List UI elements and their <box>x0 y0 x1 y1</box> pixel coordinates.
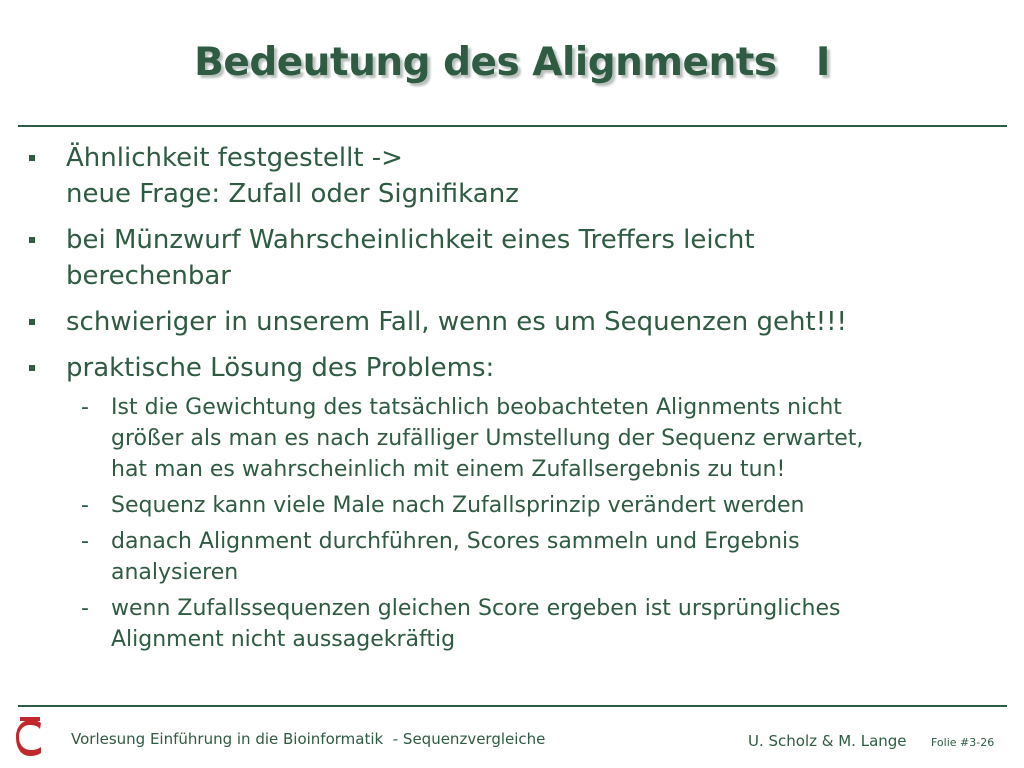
sub-bullet-text: Ist die Gewichtung des tatsächlich beobachteten Alignments nicht <box>111 395 842 420</box>
bullet-text: neue Frage: Zufall oder Signifikanz <box>66 179 519 209</box>
sub-bullet-text: größer als man es nach zufälliger Umstellung der Sequenz erwartet, <box>111 426 864 451</box>
bullet-item <box>0 140 966 212</box>
dash-marker: - <box>81 493 89 518</box>
university-logo-icon <box>16 715 44 757</box>
bullet-marker-icon <box>29 155 35 161</box>
bullet-text: praktische Lösung des Problems: <box>66 353 495 383</box>
sub-bullet-text: wenn Zufallssequenzen gleichen Score ergeben ist ursprüngliches <box>111 596 841 621</box>
bullet-text: bei Münzwurf Wahrscheinlichkeit eines Treffers leicht <box>66 225 755 255</box>
footer-slide-number: Folie #3-26 <box>931 736 995 749</box>
dash-marker: - <box>81 596 89 621</box>
bullet-marker-icon <box>29 237 35 243</box>
bullet-text: schwieriger in unserem Fall, wenn es um Sequenzen geht!!! <box>66 307 847 337</box>
sub-bullet-text: analysieren <box>111 560 239 585</box>
sub-bullet-item <box>0 392 991 485</box>
footer-authors: U. Scholz & M. Lange <box>748 732 907 750</box>
slide-content <box>0 140 1024 660</box>
sub-bullet-item <box>0 490 991 521</box>
footer-course-title: Vorlesung Einführung in die Bioinformatik - Sequenzvergleiche <box>71 730 546 748</box>
dash-marker: - <box>81 529 89 554</box>
sub-bullet-item <box>0 593 991 655</box>
bullet-marker-icon <box>29 365 35 371</box>
sub-bullet-text: Alignment nicht aussagekräftig <box>111 627 456 652</box>
top-divider <box>18 125 1007 127</box>
bullet-text: berechenbar <box>66 261 231 291</box>
sub-bullet-item <box>0 526 991 588</box>
sub-bullet-list <box>0 392 1024 655</box>
bullet-marker-icon <box>29 319 35 325</box>
dash-marker: - <box>81 395 89 420</box>
sub-bullet-text: Sequenz kann viele Male nach Zufallsprinzip verändert werden <box>111 493 805 518</box>
bullet-item <box>0 350 966 386</box>
bullet-item <box>0 304 966 340</box>
sub-bullet-text: hat man es wahrscheinlich mit einem Zufallsergebnis zu tun! <box>111 457 786 482</box>
bottom-divider <box>18 705 1007 707</box>
slide-title: Bedeutung des Alignments I <box>194 40 830 85</box>
sub-bullet-text: danach Alignment durchführen, Scores sammeln und Ergebnis <box>111 529 800 554</box>
bullet-text: Ähnlichkeit festgestellt -> <box>66 143 403 173</box>
bullet-item <box>0 222 966 294</box>
